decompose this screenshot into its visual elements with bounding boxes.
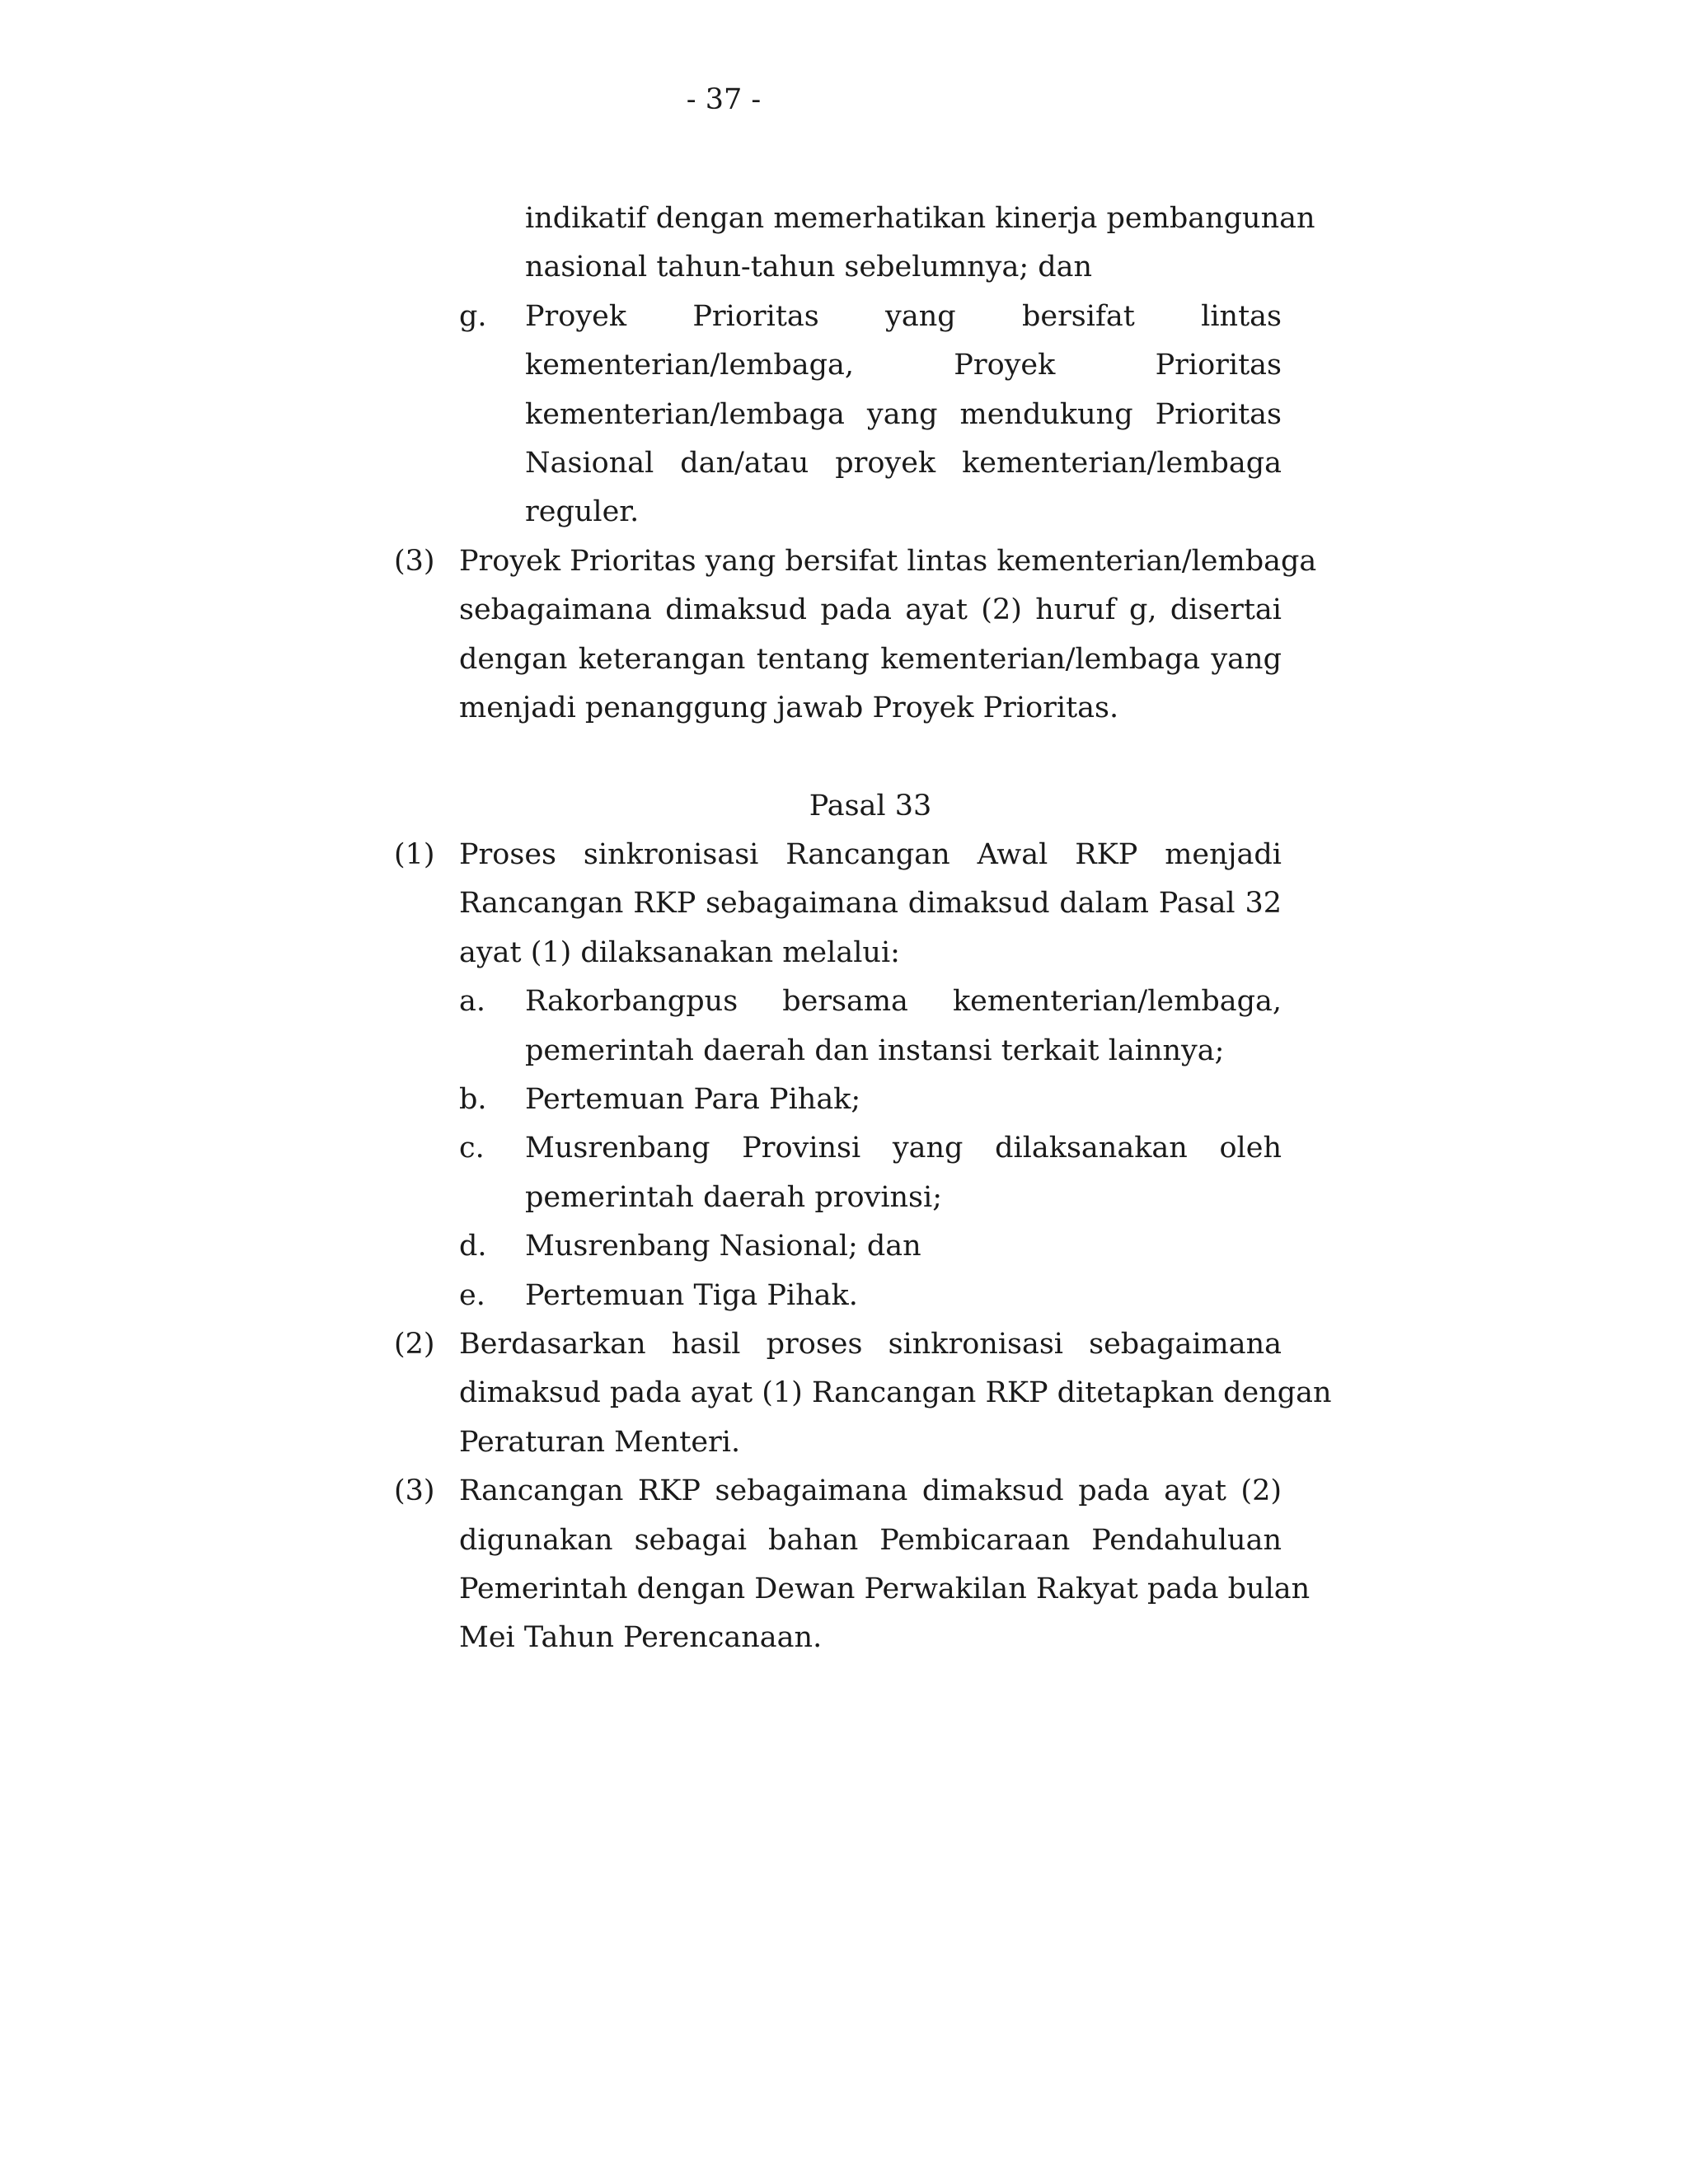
document-body: [0, 194, 1688, 1663]
ayat-marker: (1): [394, 838, 435, 872]
list-item-text: pemerintah daerah dan instansi terkait lainnya;: [525, 1033, 1225, 1067]
continuation-line: [0, 243, 1688, 292]
article-title: Pasal 33: [809, 789, 932, 823]
list-item-text: Pertemuan Tiga Pihak.: [525, 1278, 858, 1312]
list-item-d: [0, 1222, 1688, 1271]
ayat-3: [0, 537, 1688, 586]
ayat-text: Proyek Prioritas yang bersifat lintas kementerian/lembaga: [459, 544, 1317, 578]
list-marker: c.: [459, 1132, 485, 1165]
continuation-text: nasional tahun-tahun sebelumnya; dan: [525, 251, 1093, 284]
list-item-text: Nasional dan/atau proyek kementerian/lembaga: [525, 446, 1282, 480]
list-item-g-line: [0, 341, 1688, 390]
list-item-g-line: [0, 439, 1688, 488]
ayat-marker: (3): [394, 544, 435, 578]
ayat-text: Pemerintah dengan Dewan Perwakilan Rakyat pada bulan: [459, 1572, 1311, 1605]
list-marker: d.: [459, 1230, 487, 1263]
ayat-marker: (2): [394, 1327, 435, 1361]
ayat-text: dengan keterangan tentang kementerian/lembaga yang: [459, 642, 1282, 676]
list-item-text: Pertemuan Para Pihak;: [525, 1083, 861, 1117]
list-item-text: kementerian/lembaga, Proyek Prioritas: [525, 349, 1282, 382]
list-marker: a.: [459, 985, 485, 1019]
ayat-3-line: [0, 1516, 1688, 1565]
ayat-3-line: [0, 586, 1688, 635]
continuation-text: indikatif dengan memerhatikan kinerja pembangunan: [525, 202, 1315, 235]
list-item-text: reguler.: [525, 495, 640, 529]
list-item-text: kementerian/lembaga yang mendukung Prioritas: [525, 397, 1282, 431]
list-marker: e.: [459, 1278, 485, 1312]
ayat-text: sebagaimana dimaksud pada ayat (2) huruf g, disertai: [459, 593, 1282, 627]
ayat-3: [0, 1467, 1688, 1516]
section-gap: [0, 733, 1688, 781]
list-marker: g.: [459, 299, 487, 333]
list-item-a-line: [0, 1027, 1688, 1076]
list-item-g-line: [0, 391, 1688, 439]
ayat-marker: (3): [394, 1474, 435, 1508]
ayat-text: Berdasarkan hasil proses sinkronisasi sebagaimana: [459, 1327, 1282, 1361]
list-item-text: pemerintah daerah provinsi;: [525, 1180, 942, 1214]
ayat-2-line: [0, 1369, 1688, 1418]
ayat-2: [0, 1320, 1688, 1369]
list-item-g-line: [0, 488, 1688, 537]
list-marker: b.: [459, 1083, 487, 1117]
continuation-line: [0, 194, 1688, 243]
ayat-text: Rancangan RKP sebagaimana dimaksud dalam Pasal 32: [459, 887, 1282, 921]
ayat-3-line: [0, 1565, 1688, 1614]
article-heading: [0, 782, 1688, 831]
list-item-c: [0, 1124, 1688, 1173]
ayat-text: dimaksud pada ayat (1) Rancangan RKP ditetapkan dengan: [459, 1376, 1332, 1410]
ayat-3-line: [0, 684, 1688, 733]
ayat-2-line: [0, 1418, 1688, 1467]
list-item-g: [0, 293, 1688, 341]
list-item-b: [0, 1076, 1688, 1124]
ayat-3-line: [0, 635, 1688, 684]
ayat-text: menjadi penanggung jawab Proyek Prioritas.: [459, 691, 1119, 724]
ayat-text: digunakan sebagai bahan Pembicaraan Pendahuluan: [459, 1523, 1282, 1557]
ayat-text: Proses sinkronisasi Rancangan Awal RKP menjadi: [459, 838, 1282, 872]
list-item-text: Proyek Prioritas yang bersifat lintas: [525, 299, 1282, 333]
list-item-e: [0, 1272, 1688, 1320]
list-item-text: Musrenbang Nasional; dan: [525, 1230, 921, 1263]
ayat-1-line: [0, 879, 1688, 928]
list-item-c-line: [0, 1174, 1688, 1222]
ayat-3-line: [0, 1614, 1688, 1662]
list-item-text: Rakorbangpus bersama kementerian/lembaga,: [525, 985, 1282, 1019]
ayat-1: [0, 831, 1688, 879]
ayat-text: Rancangan RKP sebagaimana dimaksud pada ayat (2): [459, 1474, 1282, 1508]
ayat-1-line: [0, 929, 1688, 977]
page-number: - 37 -: [686, 83, 762, 116]
list-item-a: [0, 977, 1688, 1026]
ayat-text: Mei Tahun Perencanaan.: [459, 1621, 823, 1655]
list-item-text: Musrenbang Provinsi yang dilaksanakan oleh: [525, 1132, 1282, 1165]
ayat-text: Peraturan Menteri.: [459, 1425, 741, 1459]
ayat-text: ayat (1) dilaksanakan melalui:: [459, 935, 900, 969]
